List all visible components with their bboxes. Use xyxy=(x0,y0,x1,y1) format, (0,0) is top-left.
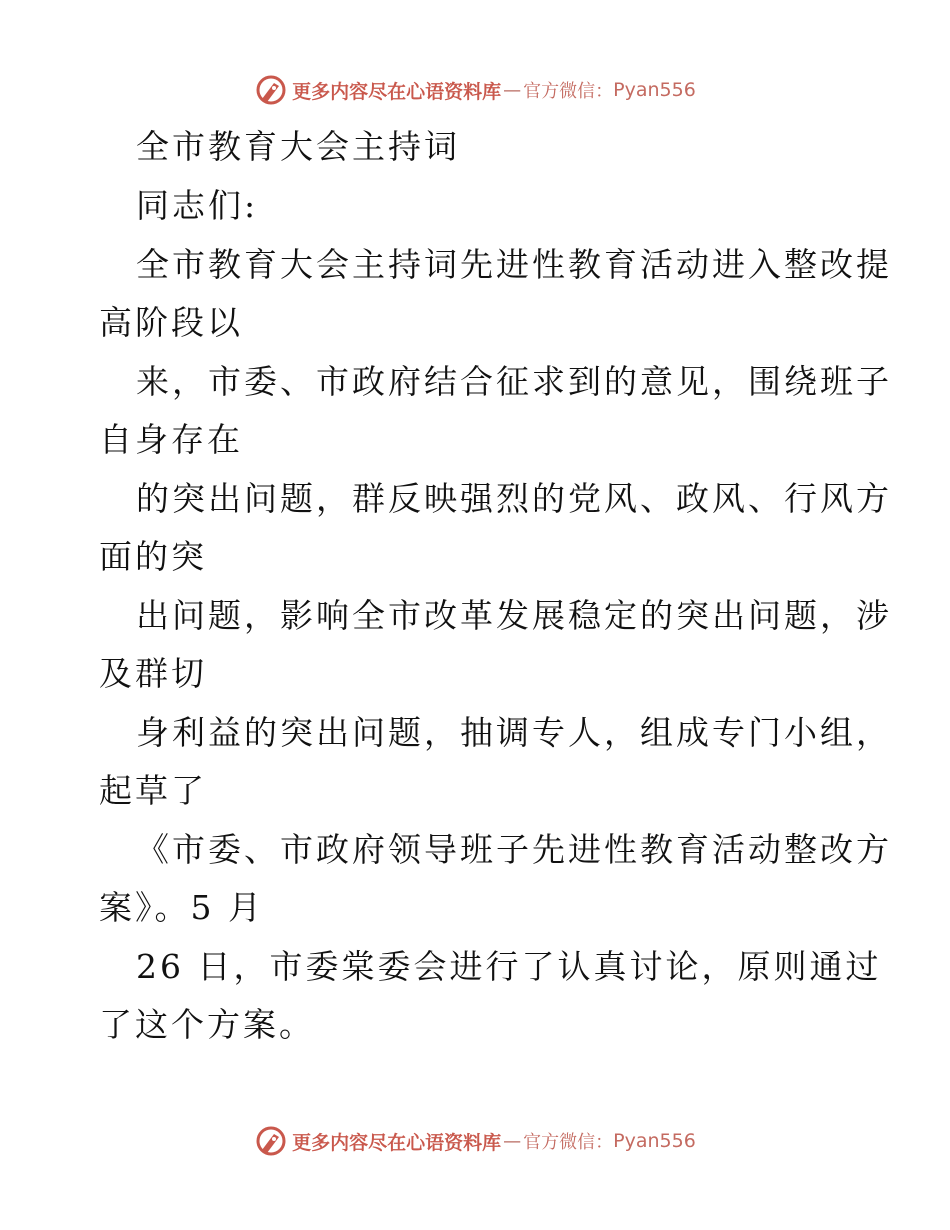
body-line: 身利益的突出问题，抽调专人，组成专门小组， xyxy=(136,713,892,752)
watermark-wechat-id: Pyan556 xyxy=(613,79,696,101)
document-title: 全市教育大会主持词 xyxy=(136,127,460,166)
pen-nib-logo-icon xyxy=(254,73,288,107)
watermark-separator: — xyxy=(503,1130,522,1152)
watermark-line xyxy=(254,73,696,107)
footer-watermark xyxy=(0,1121,950,1161)
watermark-separator: — xyxy=(503,79,522,101)
header-watermark xyxy=(0,70,950,110)
body-line: 来，市委、市政府结合征求到的意见，围绕班子 xyxy=(136,362,892,401)
salutation: 同志们: xyxy=(136,186,259,225)
body-line: 面的突 xyxy=(99,537,207,576)
watermark-brand: 更多内容尽在心语资料库 xyxy=(292,80,502,103)
body-line: 《市委、市政府领导班子先进性教育活动整改方 xyxy=(136,830,892,869)
pen-nib-logo-icon xyxy=(254,1124,288,1158)
watermark-brand: 更多内容尽在心语资料库 xyxy=(292,1131,502,1154)
body-line: 案》。5 月 xyxy=(99,888,264,927)
body-line: 出问题，影响全市改革发展稳定的突出问题，涉 xyxy=(136,596,892,635)
watermark-wechat-id: Pyan556 xyxy=(613,1130,696,1152)
body-line: 了这个方案。 xyxy=(99,1005,315,1044)
body-line: 26 日，市委棠委会进行了认真讨论，原则通过 xyxy=(136,947,882,986)
body-line: 的突出问题，群反映强烈的党风、政风、行风方 xyxy=(136,479,892,518)
body-line: 起草了 xyxy=(99,771,207,810)
body-line: 及群切 xyxy=(99,654,207,693)
body-line: 自身存在 xyxy=(99,420,243,459)
body-line: 全市教育大会主持词先进性教育活动进入整改提 xyxy=(136,245,892,284)
watermark-line xyxy=(254,1124,696,1158)
body-line: 高阶段以 xyxy=(99,303,243,342)
watermark-wechat-label: 官方微信： xyxy=(523,81,614,102)
watermark-wechat-label: 官方微信： xyxy=(523,1132,614,1153)
